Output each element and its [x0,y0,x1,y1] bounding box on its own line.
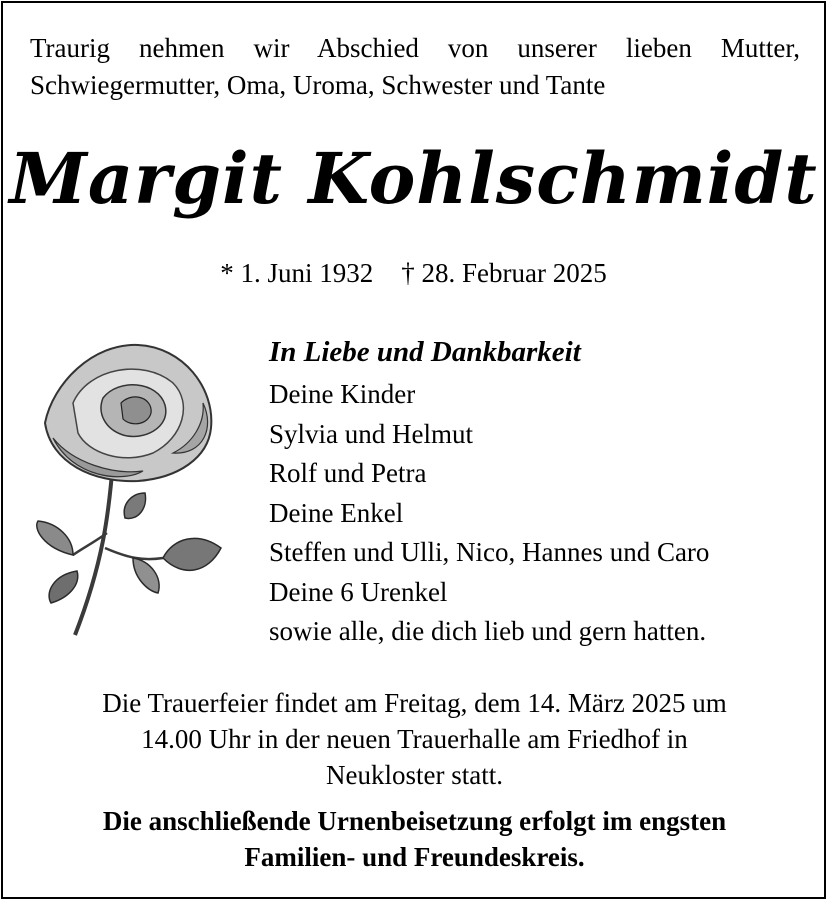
deceased-name: Margit Kohlschmidt [9,137,818,220]
funeral-line-1: Die Trauerfeier findet am Freitag, dem 14. März 2025 um [102,688,727,718]
family-line: sowie alle, die dich lieb und gern hatten. [269,616,707,646]
intro-text [30,30,800,104]
family-line: Sylvia und Helmut [269,418,473,449]
family-list [269,329,809,652]
closing-note [27,803,802,875]
family-line: Rolf und Petra [269,458,427,488]
death-date: † 28. Februar 2025 [401,258,607,288]
family-line: Deine 6 Urenkel [269,576,448,607]
intro-line-2: Schwiegermutter, Oma, Uroma, Schwester und Tante [30,70,606,100]
birth-date: * 1. Juni 1932 [220,258,374,288]
life-dates [3,255,824,291]
funeral-line-2: 14.00 Uhr in der neuen Trauerhalle am Friedhof in [141,724,688,754]
rose-icon [33,343,225,643]
intro-line-1: Traurig nehmen wir Abschied von unserer lieben Mutter, [30,33,800,63]
obituary-notice [1,1,826,899]
closing-line-2: Familien- und Freundeskreis. [244,842,585,872]
funeral-line-3: Neukloster statt. [326,760,503,790]
family-heading: In Liebe und Dankbarkeit [269,336,581,368]
closing-line-1: Die anschließende Urnenbeisetzung erfolgt im engsten [102,806,727,836]
funeral-info [27,685,802,793]
family-line: Steffen und Ulli, Nico, Hannes und Caro [269,537,710,567]
family-line: Deine Kinder [269,379,416,409]
family-line: Deine Enkel [269,497,404,528]
